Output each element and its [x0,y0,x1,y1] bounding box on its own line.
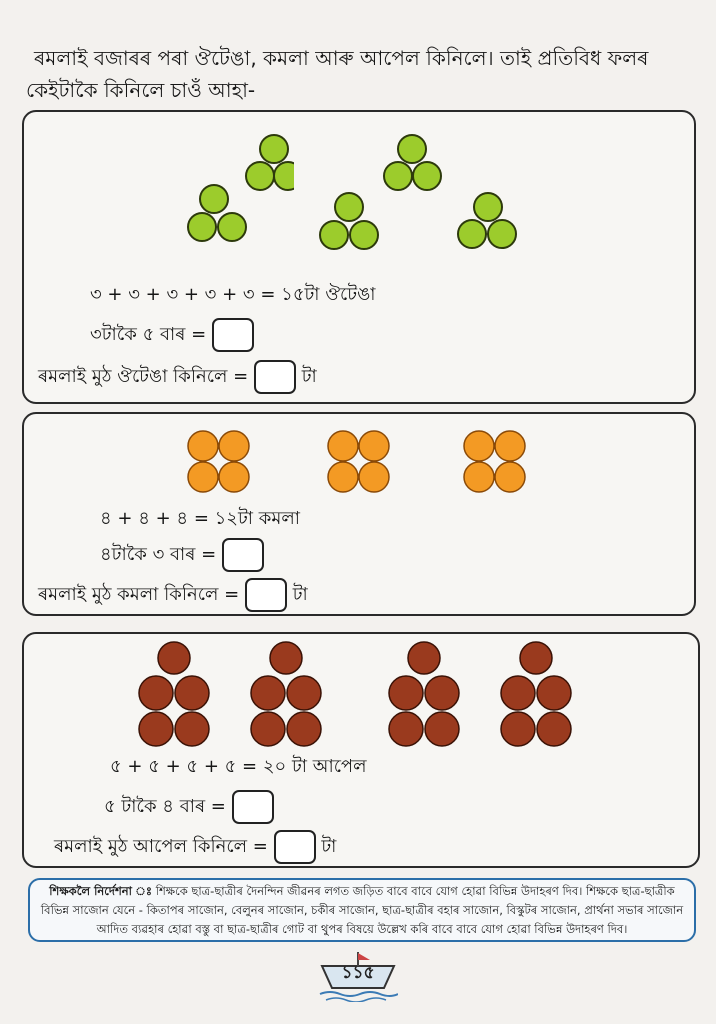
intro-line-2: কেইটাকৈ কিনিলে চাওঁ আহা- [26,78,256,102]
apple-total [54,830,336,864]
apple-total-unit: টা [321,836,337,857]
apple-section [22,632,700,868]
apple-group [134,640,214,754]
guava-total-unit: টা [301,366,317,387]
guava-cluster-icon [450,182,530,262]
guava-addition: ৩ + ৩ + ৩ + ৩ + ৩ = ১৫টা ঔটেঙা [90,284,376,305]
orange-addition: ৪ + ৪ + ৪ = ১২টা কমলা [100,508,300,529]
apple-cluster-icon [246,640,326,750]
apple-cluster-icon [134,640,214,750]
intro-text [26,42,696,106]
orange-cluster-icon [186,430,252,494]
apple-multiplication-label: ৫ টাকৈ ৪ বাৰ = [104,796,226,817]
teacher-note [28,878,696,942]
teacher-note-text: শিক্ষকে ছাত্ৰ-ছাত্ৰীৰ দৈনন্দিন জীৱনৰ লগত জড়িত বাবে বাবে যোগ হোৱা বিভিন্ন উদাহৰণ দিব। শিক্ষকে ছাত্ৰ-ছাত্ৰীক বিভিন্ন সাজোন যেনে - কিতাপৰ সাজোন, বেলুনৰ সাজোন, চকীৰ সাজোন, ছাত্ৰ-ছাত্ৰীৰ বহাৰ সাজোন, বিস্কুটৰ সাজোন, প্ৰাৰ্থনা সভাৰ সাজোন আদিত ব্যৱহাৰ হোৱা বস্তু বা ছাত্ৰ-ছাত্ৰীৰ গোট বা থুপৰ বিষয়ে উল্লেখ কৰি বাবে বাবে যোগ হোৱা বিভিন্ন উদাহৰণ দিব। [40,884,684,936]
apple-total-label: ৰমলাই মুঠ আপেল কিনিলে = [54,836,268,857]
apple-multiplication [104,790,274,824]
apple-group [496,640,576,754]
apple-cluster-icon [496,640,576,750]
guava-total-label: ৰমলাই মুঠ ঔটেঙা কিনিলে = [38,366,249,387]
orange-total-unit: টা [292,584,308,605]
apple-group [384,640,464,754]
guava-total [38,360,317,394]
apple-total-answer-box[interactable] [274,830,316,864]
orange-cluster-icon [462,430,528,494]
orange-group [186,430,252,498]
intro-line-1: ৰমলাই বজাৰৰ পৰা ঔটেঙা, কমলা আৰু আপেল কিনিলে। তাই প্ৰতিবিধ ফলৰ [34,46,649,70]
guava-cluster-icon [184,124,294,254]
orange-section [22,412,696,616]
guava-total-answer-box[interactable] [254,360,296,394]
guava-group [184,124,294,258]
orange-multiplication-answer-box[interactable] [222,538,264,572]
apple-cluster-icon [384,640,464,750]
guava-multiplication-label: ৩টাকৈ ৫ বাৰ = [90,324,207,345]
orange-cluster-icon [326,430,392,494]
guava-group [380,124,460,208]
guava-multiplication-answer-box[interactable] [212,318,254,352]
page-number: ১১৫ [341,963,375,983]
orange-multiplication-label: ৪টাকৈ ৩ বাৰ = [100,544,217,565]
orange-total-label: ৰমলাই মুঠ কমলা কিনিলে = [38,584,240,605]
guava-section [22,110,696,404]
guava-cluster-icon [380,124,460,204]
apple-group [246,640,326,754]
guava-group [450,182,530,266]
orange-group [326,430,392,498]
orange-total [38,578,308,612]
orange-group [462,430,528,498]
orange-multiplication [100,538,264,572]
apple-addition: ৫ + ৫ + ৫ + ৫ = ২০ টা আপেল [110,756,367,777]
orange-total-answer-box[interactable] [245,578,287,612]
teacher-note-label: শিক্ষকলৈ নিৰ্দেশনা ঃ [49,884,153,898]
apple-multiplication-answer-box[interactable] [232,790,274,824]
guava-multiplication [90,318,254,352]
